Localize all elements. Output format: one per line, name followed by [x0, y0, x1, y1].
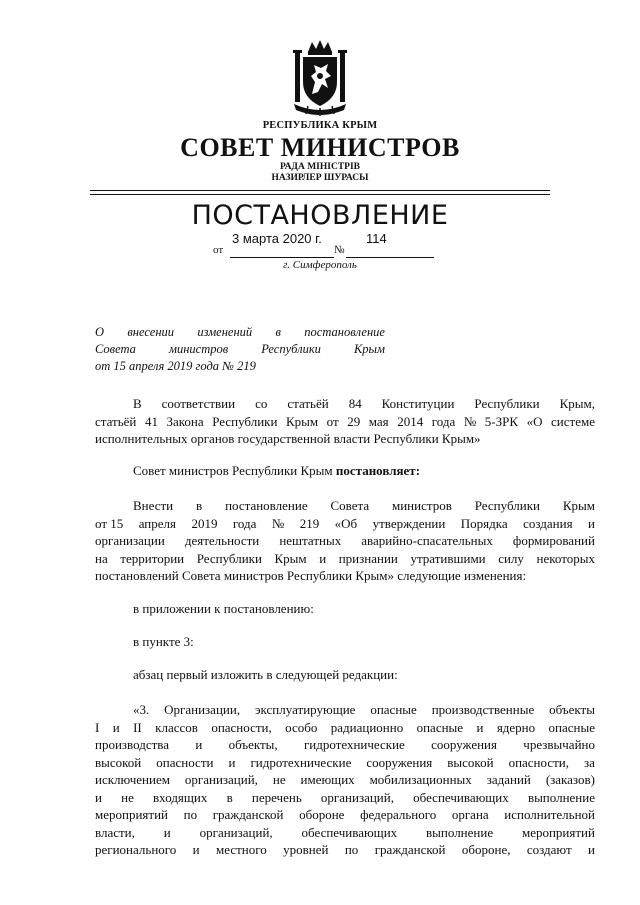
word: радиационно: [330, 719, 404, 735]
word: и: [228, 754, 236, 770]
word: и: [112, 719, 120, 735]
word: высокой: [95, 754, 142, 770]
word: Республики: [212, 413, 278, 429]
word: Республики: [261, 342, 321, 356]
line-text: постановлений Совета министров Республики Крым» следующие изменения:: [95, 568, 527, 583]
word: Порядка: [460, 515, 508, 531]
word: постановление: [304, 325, 385, 339]
city: г. Симферополь: [283, 259, 357, 271]
word: не: [121, 789, 134, 805]
text-line: [95, 719, 595, 737]
word: 219: [299, 515, 320, 531]
word: перечень: [251, 789, 302, 805]
word: территории: [120, 550, 185, 566]
word: министров: [392, 498, 452, 513]
header-rule-thin: [90, 194, 550, 195]
word: организации: [95, 533, 165, 548]
word: постановление: [225, 498, 308, 513]
word: от: [326, 413, 339, 429]
resolves-keyword: постановляет:: [335, 463, 421, 478]
word: «О: [526, 413, 543, 429]
word: №: [271, 515, 285, 531]
word: 41: [144, 413, 158, 429]
resolves-line: [133, 463, 420, 479]
word: опасные: [416, 719, 464, 735]
word: опасности,: [508, 754, 569, 770]
word: опасности: [156, 754, 214, 770]
word: 29: [347, 413, 361, 429]
word: со: [255, 396, 268, 411]
word: утратившими: [410, 550, 486, 566]
text-line: [95, 824, 595, 842]
word: Крым: [285, 413, 319, 429]
word: объекты: [549, 702, 595, 717]
word: от 15: [95, 515, 124, 531]
word: и: [587, 515, 595, 531]
document-type-title: ПОСТАНОВЛЕНИЕ: [191, 200, 449, 231]
word: объекты,: [228, 737, 278, 752]
decree-number: 114: [366, 231, 387, 246]
word: входящих: [153, 789, 208, 805]
word: II: [133, 719, 142, 735]
word: власти,: [95, 824, 135, 840]
word: формирований: [512, 533, 595, 548]
text-line: [95, 550, 595, 568]
word: нештатных: [279, 533, 342, 548]
word: Крым: [353, 342, 385, 356]
word: сооружения: [366, 754, 433, 770]
word: года: [232, 515, 257, 531]
word: выполнение: [426, 824, 494, 840]
word: ядерно: [496, 719, 536, 735]
word: чрезвычайно: [523, 737, 595, 752]
coat-of-arms-icon: [288, 38, 352, 116]
resolves-text: Совет министров Республики Крым: [133, 463, 336, 478]
word: эксплуатирующие: [254, 702, 356, 717]
word: и: [95, 789, 102, 805]
word: и: [588, 842, 595, 857]
word: и: [163, 824, 171, 840]
word: Совета: [330, 498, 370, 513]
word: в: [226, 789, 233, 805]
word: Республики: [474, 396, 540, 411]
text-line: [95, 701, 595, 719]
number-label: №: [334, 244, 345, 256]
word: Закона: [166, 413, 204, 429]
word: высокой: [447, 754, 494, 770]
text-line: [95, 567, 595, 585]
text-line: [95, 789, 595, 807]
word: гидротехнические: [250, 754, 352, 770]
word: утверждении: [372, 515, 446, 531]
word: и: [192, 842, 200, 857]
word: некоторых: [536, 550, 595, 566]
word: регионального: [95, 842, 177, 857]
word: года: [431, 413, 456, 429]
word: статьёй: [95, 413, 137, 429]
word: за: [584, 754, 595, 770]
word: Крым: [562, 498, 595, 513]
date-label: от: [213, 244, 224, 256]
word: органа: [451, 807, 489, 822]
word: особо: [285, 719, 318, 735]
word: на: [95, 550, 108, 566]
word: производства: [95, 737, 170, 752]
word: выполнение: [527, 789, 595, 805]
word: по: [344, 842, 359, 857]
text-line: [95, 736, 595, 754]
word: гидротехнические: [303, 737, 405, 752]
line-text: исполнительных органов государственной власти Республики Крым»: [95, 431, 481, 446]
paragraph-amendment: [95, 497, 595, 585]
word: министров: [168, 342, 229, 356]
word: внесении: [127, 325, 175, 339]
word: гражданской: [212, 807, 284, 822]
text-line: [95, 324, 385, 341]
text-line: [95, 497, 595, 515]
word: гражданской: [374, 842, 446, 857]
word: создают: [526, 842, 572, 857]
word: 2019: [191, 515, 218, 531]
word: Крым,: [559, 396, 595, 411]
word: имеющих: [300, 772, 355, 787]
word: соответствии: [161, 396, 236, 411]
text-line: [95, 515, 595, 533]
word: 5-ЗРК: [484, 413, 519, 429]
word: мероприятий: [95, 807, 168, 822]
word: В: [133, 396, 142, 411]
republic-name: РЕСПУБЛИКА КРЫМ: [262, 120, 378, 131]
council-name-crimean-tatar: НАЗИРЛЕР ШУРАСЫ: [271, 173, 369, 183]
council-name-ukrainian: РАДА МІНІСТРІВ: [279, 162, 360, 172]
council-name: СОВЕТ МИНИСТРОВ: [180, 133, 460, 162]
word: Организации,: [164, 702, 241, 717]
word: по: [183, 807, 198, 822]
word: организаций,: [320, 789, 394, 805]
word: обеспечивающих: [413, 789, 509, 805]
word: обеспечивающих: [301, 824, 398, 840]
word: обороне,: [461, 842, 511, 857]
word: мая: [368, 413, 389, 429]
word: не: [272, 772, 286, 787]
word: производственные: [431, 702, 535, 717]
word: «Об: [334, 515, 358, 531]
decree-subject: [95, 324, 385, 375]
word: опасные: [548, 719, 595, 735]
word: в: [196, 498, 203, 513]
item-paragraph: абзац первый изложить в следующей редакции:: [133, 667, 398, 682]
word: Совета: [95, 342, 136, 356]
text-line: [95, 341, 385, 358]
word: Крым: [274, 550, 307, 566]
text-line: [95, 395, 595, 413]
word: опасные: [370, 702, 417, 717]
word: (заказов): [545, 772, 595, 787]
word: аварийно-спасательных: [361, 533, 493, 548]
word: Конституции: [381, 396, 455, 411]
text-line: [95, 806, 595, 824]
date-blank-line: [230, 257, 334, 258]
word: и: [476, 719, 484, 735]
word: уровней: [283, 842, 329, 857]
word: классов: [155, 719, 198, 735]
header-rule-thick: [90, 190, 550, 191]
quoted-new-text: [95, 701, 595, 859]
word: деятельности: [184, 533, 260, 548]
word: силу: [498, 550, 524, 566]
word: мобилизационных: [369, 772, 472, 787]
word: 2014: [397, 413, 424, 429]
number-blank-line: [346, 257, 434, 258]
word: системе: [551, 413, 595, 429]
word: О: [95, 325, 105, 339]
word: статьёй: [287, 396, 329, 411]
paragraph-legal-basis: [95, 395, 595, 448]
line-text: от 15 апреля 2019 года № 219: [95, 359, 256, 373]
word: Республики: [196, 550, 262, 566]
item-point: в пункте 3:: [133, 634, 194, 649]
word: исполнительной: [504, 807, 595, 822]
text-line: [95, 532, 595, 550]
word: местного: [216, 842, 267, 857]
word: изменений: [197, 325, 253, 339]
word: исключением: [95, 772, 170, 787]
text-line: [95, 841, 595, 859]
word: Внести: [133, 498, 174, 513]
word: Республики: [474, 498, 540, 513]
word: «3.: [133, 702, 150, 717]
word: признании: [338, 550, 398, 566]
word: сооружения: [431, 737, 497, 752]
word: и: [195, 737, 203, 752]
word: и: [319, 550, 327, 566]
text-line: [95, 771, 595, 789]
word: мероприятий: [521, 824, 595, 840]
word: заданий: [486, 772, 531, 787]
word: апреля: [138, 515, 176, 531]
text-line: [95, 413, 595, 431]
word: в: [275, 325, 281, 339]
word: обороне: [299, 807, 345, 822]
word: I: [95, 719, 100, 735]
word: федерального: [360, 807, 437, 822]
item-appendix: в приложении к постановлению:: [133, 601, 314, 616]
word: опасности,: [211, 719, 272, 735]
text-line: [95, 754, 595, 772]
word: №: [463, 413, 477, 429]
decree-date: 3 марта 2020 г.: [232, 231, 322, 246]
word: организаций,: [184, 772, 258, 787]
word: 84: [348, 396, 362, 411]
word: организаций,: [199, 824, 273, 840]
text-line: [95, 358, 385, 375]
text-line: [95, 430, 595, 448]
word: создания: [523, 515, 573, 531]
